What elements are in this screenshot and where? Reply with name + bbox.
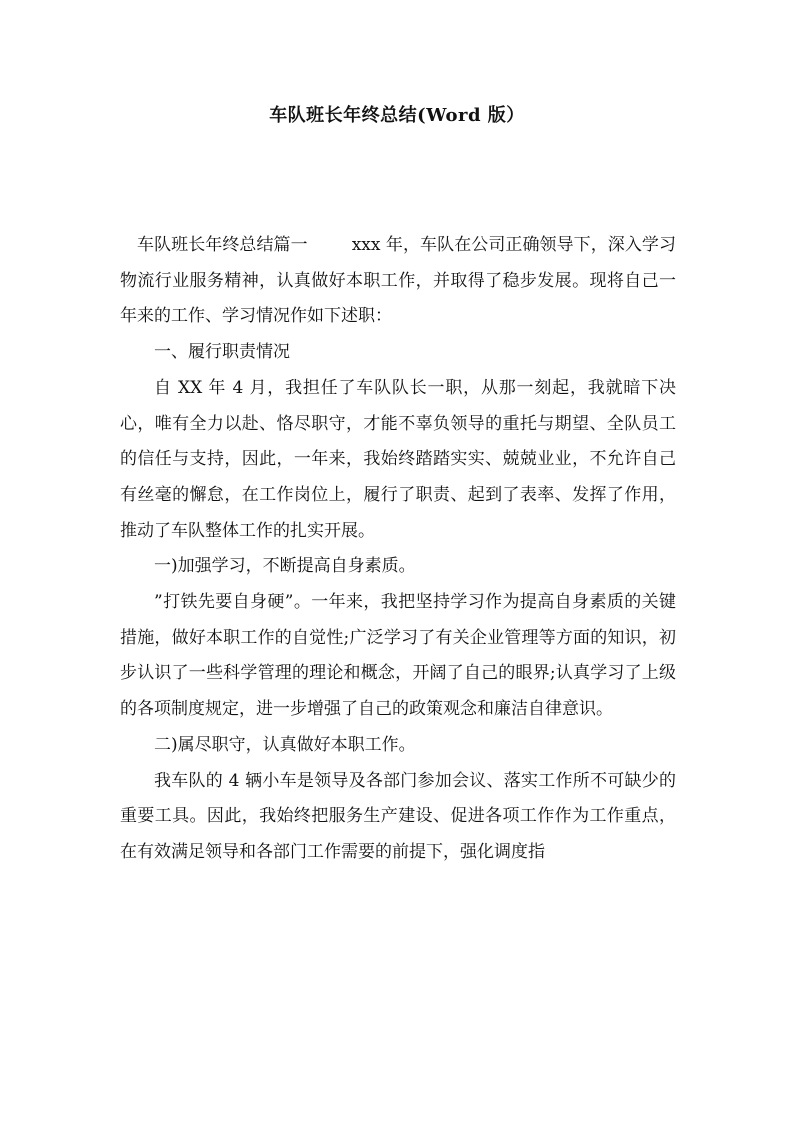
paragraph-study: ”打铁先要自身硬”。一年来，我把坚持学习作为提高自身素质的关键措施，做好本职工作的自觉性;广泛学习了有关企业管理等方面的知识，初步认识了一些科学管理的理论和概念，开阔了自己的眼界;认真学习了上级的各项制度规定，进一步增强了自己的政策观念和廉洁自律意识。 <box>120 592 676 720</box>
document-body <box>120 228 676 871</box>
section-heading-duties: 一、履行职责情况 <box>154 342 290 363</box>
paragraph-vehicles: 我车队的 4 辆小车是领导及各部门参加会议、落实工作所不可缺少的重要工具。因此，我始终把服务生产建设、促进各项工作作为工作重点，在有效满足领导和各部门工作需要的前提下，强化调度指 <box>120 770 676 862</box>
paragraph-intro <box>120 228 676 335</box>
paragraph-appointment: 自 XX 年 4 月，我担任了车队队长一职，从那一刻起，我就暗下决心，唯有全力以赴、恪尽职守，才能不辜负领导的重托与期望、全队员工的信任与支持，因此，一年来，我始终踏踏实实、兢兢业业，不允许自己有丝毫的懈怠，在工作岗位上，履行了职责、起到了表率、发挥了作用，推动了车队整体工作的扎实开展。 <box>120 377 676 541</box>
subheading-study: 一)加强学习，不断提高自身素质。 <box>154 556 416 577</box>
subheading-duty: 二)属尽职守，认真做好本职工作。 <box>154 734 416 755</box>
document-title: 车队班长年终总结(Word 版） <box>269 105 525 126</box>
paragraph-text: xxx 年，车队在公司正确领导下，深入学习物流行业服务精神，认真做好本职工作，并取得了稳步发展。现将自己一年来的工作、学习情况作如下述职： <box>120 235 677 327</box>
section-heading: 车队班长年终总结篇一 <box>137 235 308 255</box>
